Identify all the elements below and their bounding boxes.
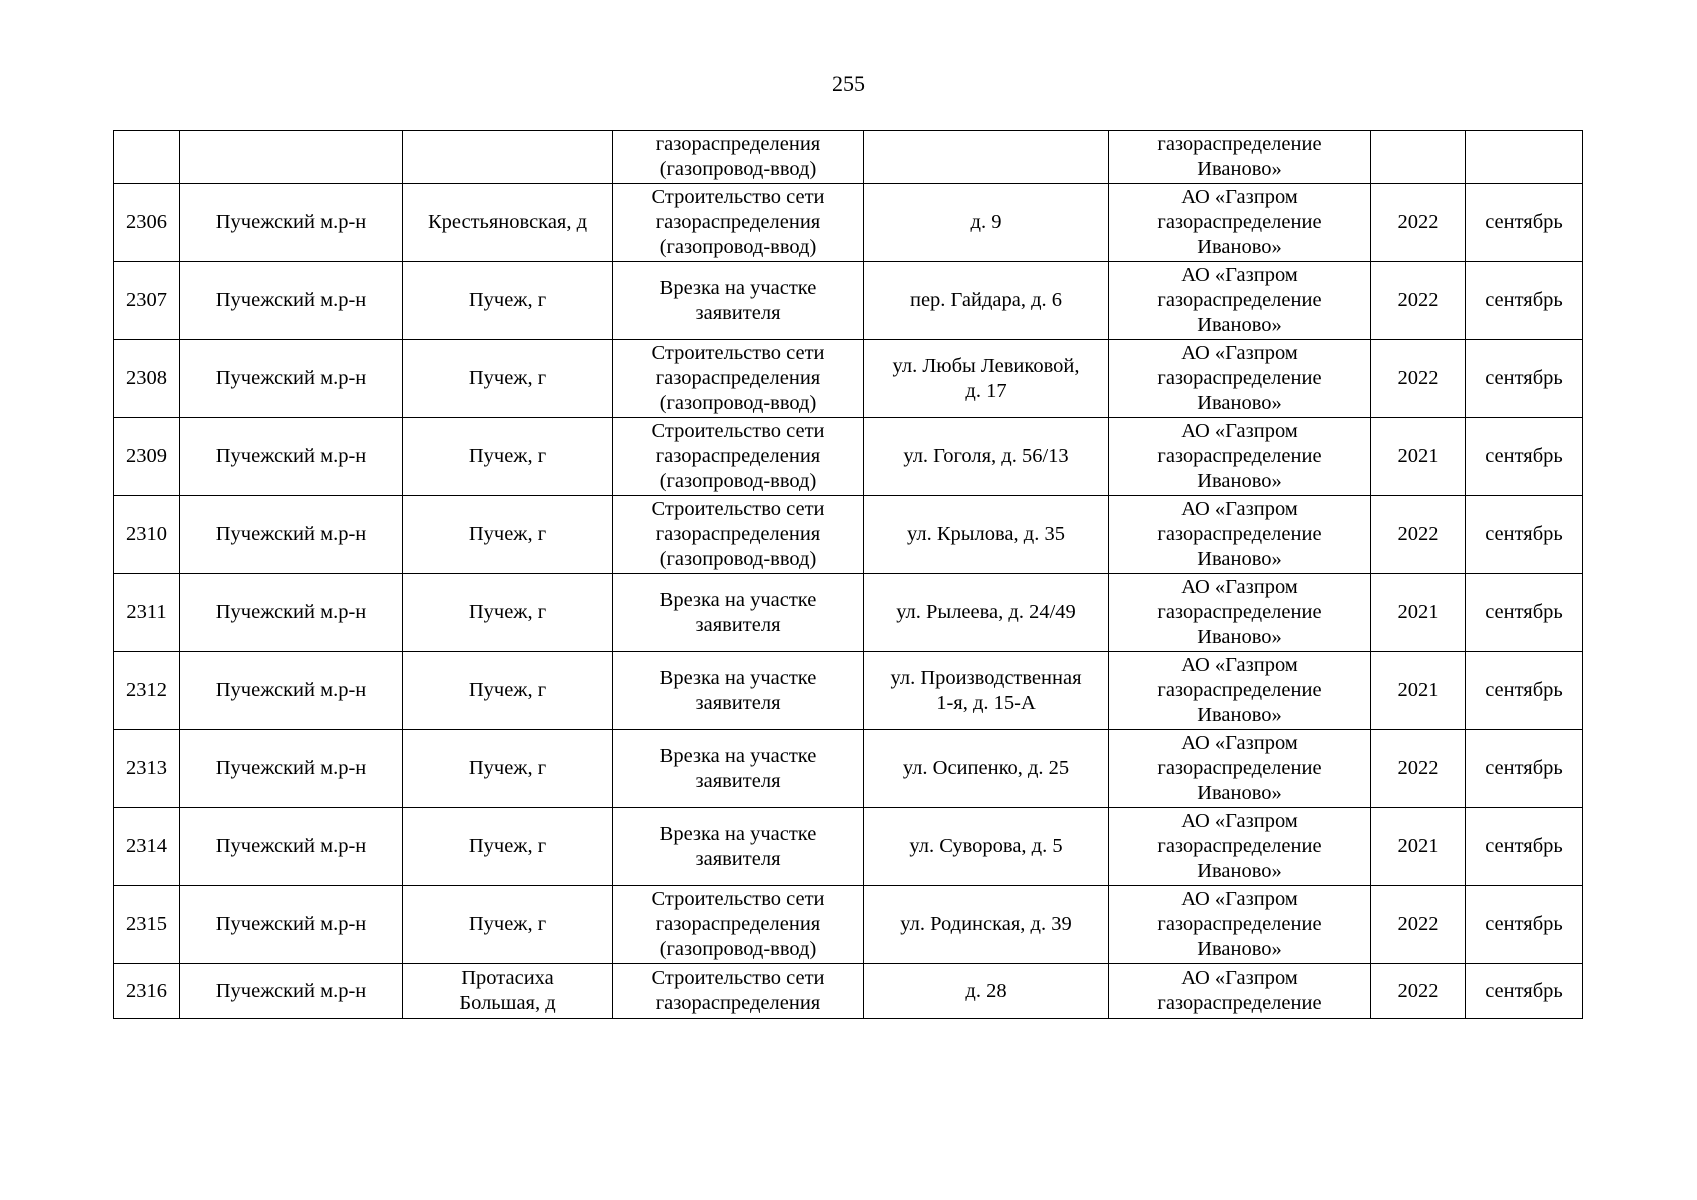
locality-cell xyxy=(403,131,613,184)
row-number-cell-text: 2307 xyxy=(126,289,167,311)
district-cell xyxy=(180,496,403,574)
year-cell-text: 2021 xyxy=(1397,835,1439,857)
locality-cell xyxy=(403,184,613,262)
month-cell xyxy=(1466,184,1583,262)
table-row xyxy=(114,262,1583,340)
year-cell xyxy=(1371,808,1466,886)
row-number-cell xyxy=(114,730,180,808)
work-type-cell xyxy=(613,262,864,340)
locality-cell-text: Пучеж, г xyxy=(468,757,547,779)
row-number-cell-text: 2314 xyxy=(126,835,167,857)
work-type-cell xyxy=(613,496,864,574)
district-cell xyxy=(180,808,403,886)
organization-cell-text: АО «Газпром газораспределение Иваново» xyxy=(1157,576,1322,648)
district-cell-text: Пучежский м.р-н xyxy=(215,835,367,857)
row-number-cell xyxy=(114,131,180,184)
district-cell-text: Пучежский м.р-н xyxy=(215,757,367,779)
address-cell-text: ул. Рылеева, д. 24/49 xyxy=(896,601,1076,623)
district-cell-text: Пучежский м.р-н xyxy=(215,523,367,545)
row-number-cell xyxy=(114,418,180,496)
organization-cell-text: газораспределение Иваново» xyxy=(1157,133,1322,180)
month-cell-text: сентябрь xyxy=(1485,757,1563,779)
organization-cell-text: АО «Газпром газораспределение Иваново» xyxy=(1157,498,1322,570)
address-cell xyxy=(864,184,1109,262)
locality-cell-text: Пучеж, г xyxy=(468,289,547,311)
month-cell-text: сентябрь xyxy=(1485,679,1563,701)
organization-cell-text: АО «Газпром газораспределение Иваново» xyxy=(1157,888,1322,960)
month-cell-text: сентябрь xyxy=(1485,979,1563,1002)
month-cell-text: сентябрь xyxy=(1485,211,1563,233)
district-cell xyxy=(180,184,403,262)
month-cell xyxy=(1466,340,1583,418)
month-cell xyxy=(1466,808,1583,886)
locality-cell xyxy=(403,652,613,730)
locality-cell-text: Пучеж, г xyxy=(468,367,547,389)
month-cell-text: сентябрь xyxy=(1485,913,1563,935)
address-cell-text: д. 28 xyxy=(965,979,1007,1002)
work-type-cell xyxy=(613,730,864,808)
year-cell-text: 2021 xyxy=(1397,445,1439,467)
year-cell-text: 2022 xyxy=(1397,211,1439,233)
locality-cell-text: Пучеж, г xyxy=(468,601,547,623)
work-type-cell-text: Врезка на участке заявителя xyxy=(659,276,817,324)
month-cell xyxy=(1466,496,1583,574)
address-cell xyxy=(864,496,1109,574)
row-number-cell xyxy=(114,184,180,262)
month-cell-text: сентябрь xyxy=(1485,835,1563,857)
month-cell-text: сентябрь xyxy=(1485,367,1563,389)
year-cell xyxy=(1371,184,1466,262)
work-type-cell-text: Врезка на участке заявителя xyxy=(659,588,817,636)
table-row xyxy=(114,730,1583,808)
page-number: 255 xyxy=(832,71,865,96)
row-number-cell-text: 2311 xyxy=(126,601,167,623)
year-cell-text: 2022 xyxy=(1397,523,1439,545)
work-type-cell xyxy=(613,886,864,964)
row-number-cell xyxy=(114,886,180,964)
address-cell xyxy=(864,652,1109,730)
address-cell-text: пер. Гайдара, д. 6 xyxy=(909,289,1063,311)
table-row xyxy=(114,418,1583,496)
month-cell xyxy=(1466,262,1583,340)
month-cell xyxy=(1466,131,1583,184)
district-cell-text: Пучежский м.р-н xyxy=(215,913,367,935)
organization-cell xyxy=(1109,652,1371,730)
work-type-cell xyxy=(613,808,864,886)
address-cell xyxy=(864,418,1109,496)
district-cell-text: Пучежский м.р-н xyxy=(215,445,367,467)
district-cell xyxy=(180,730,403,808)
row-number-cell-text: 2315 xyxy=(126,913,167,935)
organization-cell xyxy=(1109,340,1371,418)
table-row xyxy=(114,652,1583,730)
year-cell-text: 2021 xyxy=(1397,679,1439,701)
table-body xyxy=(114,131,1583,1019)
organization-cell-text: АО «Газпром газораспределение Иваново» xyxy=(1157,420,1322,492)
year-cell-text: 2022 xyxy=(1397,913,1439,935)
work-type-cell-text: газораспределения (газопровод-ввод) xyxy=(655,133,821,180)
organization-cell xyxy=(1109,184,1371,262)
locality-cell xyxy=(403,262,613,340)
address-cell xyxy=(864,808,1109,886)
address-cell-text: ул. Родинская, д. 39 xyxy=(900,913,1072,935)
year-cell-text: 2021 xyxy=(1397,601,1439,623)
work-type-cell xyxy=(613,340,864,418)
organization-cell-text: АО «Газпром газораспределение xyxy=(1157,967,1322,1014)
organization-cell xyxy=(1109,131,1371,184)
year-cell xyxy=(1371,340,1466,418)
table-row xyxy=(114,340,1583,418)
month-cell xyxy=(1466,886,1583,964)
district-cell xyxy=(180,574,403,652)
work-type-cell xyxy=(613,418,864,496)
year-cell xyxy=(1371,418,1466,496)
work-type-cell-text: Строительство сети газораспределения (газопровод-ввод) xyxy=(651,186,825,258)
organization-cell xyxy=(1109,262,1371,340)
year-cell-text: 2022 xyxy=(1397,289,1439,311)
year-cell-text: 2022 xyxy=(1397,757,1439,779)
locality-cell-text: Пучеж, г xyxy=(468,523,547,545)
district-cell-text: Пучежский м.р-н xyxy=(215,211,367,233)
year-cell-text: 2022 xyxy=(1397,979,1439,1002)
year-cell xyxy=(1371,652,1466,730)
organization-cell xyxy=(1109,964,1371,1019)
table-row xyxy=(114,184,1583,262)
locality-cell xyxy=(403,418,613,496)
month-cell-text: сентябрь xyxy=(1485,601,1563,623)
month-cell-text: сентябрь xyxy=(1485,289,1563,311)
month-cell xyxy=(1466,964,1583,1019)
organization-cell xyxy=(1109,574,1371,652)
address-cell xyxy=(864,574,1109,652)
work-type-cell-text: Врезка на участке заявителя xyxy=(659,666,817,714)
month-cell xyxy=(1466,574,1583,652)
row-number-cell xyxy=(114,964,180,1019)
organization-cell xyxy=(1109,418,1371,496)
district-cell xyxy=(180,131,403,184)
month-cell-text: сентябрь xyxy=(1485,523,1563,545)
work-type-cell xyxy=(613,964,864,1019)
row-number-cell-text: 2312 xyxy=(126,679,167,701)
row-number-cell xyxy=(114,340,180,418)
address-cell-text: ул. Производственная 1-я, д. 15-А xyxy=(890,666,1082,714)
district-cell xyxy=(180,262,403,340)
row-number-cell xyxy=(114,652,180,730)
table-row xyxy=(114,886,1583,964)
district-cell xyxy=(180,652,403,730)
locality-cell xyxy=(403,886,613,964)
work-type-cell xyxy=(613,574,864,652)
district-cell-text: Пучежский м.р-н xyxy=(215,679,367,701)
district-cell-text: Пучежский м.р-н xyxy=(215,601,367,623)
address-cell-text: ул. Суворова, д. 5 xyxy=(909,835,1063,857)
address-cell xyxy=(864,886,1109,964)
row-number-cell xyxy=(114,496,180,574)
district-cell-text: Пучежский м.р-н xyxy=(215,367,367,389)
organization-cell-text: АО «Газпром газораспределение Иваново» xyxy=(1157,810,1322,882)
locality-cell xyxy=(403,340,613,418)
organization-cell-text: АО «Газпром газораспределение Иваново» xyxy=(1157,342,1322,414)
organization-cell-text: АО «Газпром газораспределение Иваново» xyxy=(1157,186,1322,258)
work-type-cell-text: Врезка на участке заявителя xyxy=(659,744,817,792)
row-number-cell-text: 2308 xyxy=(126,367,167,389)
table-row xyxy=(114,964,1583,1019)
year-cell xyxy=(1371,496,1466,574)
year-cell xyxy=(1371,730,1466,808)
table-row xyxy=(114,496,1583,574)
organization-cell-text: АО «Газпром газораспределение Иваново» xyxy=(1157,264,1322,336)
locality-cell-text: Пучеж, г xyxy=(468,445,547,467)
organization-cell-text: АО «Газпром газораспределение Иваново» xyxy=(1157,732,1322,804)
month-cell xyxy=(1466,652,1583,730)
address-cell-text: ул. Любы Левиковой, д. 17 xyxy=(892,354,1080,402)
address-cell xyxy=(864,340,1109,418)
district-cell xyxy=(180,418,403,496)
work-type-cell-text: Строительство сети газораспределения (газопровод-ввод) xyxy=(651,342,825,414)
locality-cell-text: Крестьяновская, д xyxy=(427,211,588,233)
organization-cell xyxy=(1109,886,1371,964)
table-row xyxy=(114,808,1583,886)
work-type-cell-text: Строительство сети газораспределения (газопровод-ввод) xyxy=(651,888,825,960)
row-number-cell-text: 2316 xyxy=(126,979,167,1002)
address-cell-text: ул. Крылова, д. 35 xyxy=(907,523,1065,545)
row-number-cell xyxy=(114,262,180,340)
month-cell xyxy=(1466,730,1583,808)
organization-cell-text: АО «Газпром газораспределение Иваново» xyxy=(1157,654,1322,726)
address-cell xyxy=(864,730,1109,808)
locality-cell xyxy=(403,496,613,574)
locality-cell-text: Пучеж, г xyxy=(468,913,547,935)
row-number-cell xyxy=(114,574,180,652)
year-cell xyxy=(1371,262,1466,340)
locality-cell xyxy=(403,808,613,886)
table-row xyxy=(114,574,1583,652)
year-cell xyxy=(1371,131,1466,184)
district-cell xyxy=(180,340,403,418)
locality-cell-text: Пучеж, г xyxy=(468,835,547,857)
district-cell-text: Пучежский м.р-н xyxy=(215,979,367,1002)
locality-cell xyxy=(403,964,613,1019)
year-cell xyxy=(1371,886,1466,964)
district-cell xyxy=(180,964,403,1019)
organization-cell xyxy=(1109,730,1371,808)
organization-cell xyxy=(1109,496,1371,574)
work-type-cell-text: Врезка на участке заявителя xyxy=(659,822,817,870)
year-cell xyxy=(1371,574,1466,652)
table-row xyxy=(114,131,1583,184)
locality-cell xyxy=(403,730,613,808)
district-cell-text: Пучежский м.р-н xyxy=(215,289,367,311)
district-cell xyxy=(180,886,403,964)
year-cell xyxy=(1371,964,1466,1019)
work-type-cell xyxy=(613,652,864,730)
locality-cell xyxy=(403,574,613,652)
work-type-cell xyxy=(613,184,864,262)
row-number-cell-text: 2313 xyxy=(126,757,167,779)
row-number-cell-text: 2306 xyxy=(126,211,167,233)
address-cell-text: д. 9 xyxy=(970,211,1002,233)
organization-cell xyxy=(1109,808,1371,886)
work-type-cell-text: Строительство сети газораспределения (газопровод-ввод) xyxy=(651,420,825,492)
row-number-cell-text: 2309 xyxy=(126,445,167,467)
address-cell xyxy=(864,964,1109,1019)
month-cell-text: сентябрь xyxy=(1485,445,1563,467)
month-cell xyxy=(1466,418,1583,496)
year-cell-text: 2022 xyxy=(1397,367,1439,389)
address-cell-text: ул. Гоголя, д. 56/13 xyxy=(903,445,1069,467)
row-number-cell-text: 2310 xyxy=(126,523,167,545)
row-number-cell xyxy=(114,808,180,886)
work-type-cell-text: Строительство сети газораспределения xyxy=(651,967,825,1014)
address-cell xyxy=(864,131,1109,184)
gas-connection-table xyxy=(113,130,1583,1019)
address-cell-text: ул. Осипенко, д. 25 xyxy=(902,757,1070,779)
work-type-cell xyxy=(613,131,864,184)
work-type-cell-text: Строительство сети газораспределения (газопровод-ввод) xyxy=(651,498,825,570)
locality-cell-text: Протасиха Большая, д xyxy=(459,967,556,1014)
address-cell xyxy=(864,262,1109,340)
locality-cell-text: Пучеж, г xyxy=(468,679,547,701)
